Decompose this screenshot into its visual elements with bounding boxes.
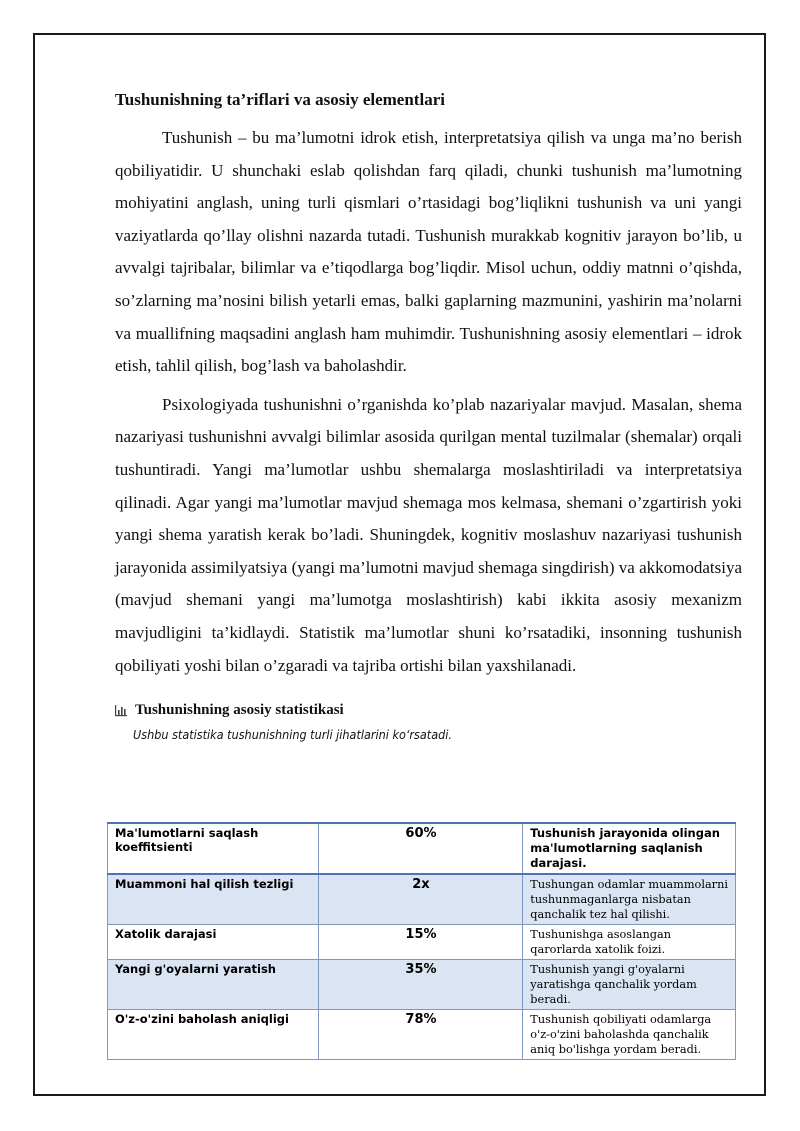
value-cell: 78% <box>318 1010 523 1060</box>
description-cell: Tushungan odamlar muammolarni tushunmaganlarga nisbatan qanchalik tez hal qilishi. <box>523 874 736 925</box>
table-row <box>108 823 736 874</box>
document-body <box>115 88 742 742</box>
stats-title-text: Tushunishning asosiy statistikasi <box>135 702 344 719</box>
table-row <box>108 925 736 960</box>
paragraph-1: Tushunish – bu ma’lumotni idrok etish, interpretatsiya qilish va unga ma’no berish qobiliyatidir. U shunchaki eslab qolishdan farq qiladi, chunki tushunish ma’lumotning mohiyatini anglash, uning turli qismlari o’rtasidagi bog’liqlikni tushunish va uni yangi vaziyatlarda qo’llay olishni nazarda tutadi. Tushunish murakkab kognitiv jarayon bo’lib, u avvalgi tajribalar, bilimlar va e’tiqodlarga bog’liqdir. Misol uchun, oddiy matnni o’qishda, so’zlarning ma’nosini bilish yetarli emas, balki gaplarning mazmunini, yashirin ma’nolarni va muallifning maqsadini anglash ham muhimdir. Tushunishning asosiy elementlari – idrok etish, tahlil qilish, bog’lash va baholashdir. <box>115 128 742 376</box>
value-cell: 60% <box>318 823 523 874</box>
metric-cell: Xatolik darajasi <box>108 925 319 960</box>
value-cell: 2x <box>318 874 523 925</box>
statistics-table <box>107 822 736 1060</box>
table-row <box>108 874 736 925</box>
table-row <box>108 1010 736 1060</box>
section-heading: Tushunishning ta’riflari va asosiy elementlari <box>115 90 445 109</box>
value-cell: 15% <box>318 925 523 960</box>
metric-cell: O'z-o'zini baholash aniqligi <box>108 1010 319 1060</box>
description-cell: Tushunish jarayonida olingan ma'lumotlarning saqlanish darajasi. <box>523 823 736 874</box>
paragraph-2: Psixologiyada tushunishni o’rganishda ko’plab nazariyalar mavjud. Masalan, shema nazariyasi tushunishni avvalgi bilimlar asosida qurilgan mental tuzilmalar (shemalar) orqali tushuntiradi. Yangi ma’lumotlar ushbu shemalarga moslashtiriladi va interpretatsiya qilinadi. Agar yangi ma’lumotlar mavjud shemaga mos kelmasa, shemani o’zgartirish yoki yangi shema yaratish kerak bo’ladi. Shuningdek, kognitiv moslashuv nazariyasi tushunish jarayonida assimilyatsiya (yangi ma’lumotni mavjud shemaga singdirish) va akkomodatsiya (mavjud shemani yangi ma’lumotga moslashtirish) kabi ikkita asosiy mexanizm mavjudligini ta’kidlaydi. Statistik ma’lumotlar shuni ko’rsatadiki, insonning tushunish qobiliyati yoshi bilan o’zgaradi va tajriba ortishi bilan yaxshilanadi. <box>115 394 742 675</box>
description-cell: Tushunish yangi g'oyalarni yaratishga qanchalik yordam beradi. <box>523 960 736 1010</box>
metric-cell: Muammoni hal qilish tezligi <box>108 874 319 925</box>
stats-caption: Ushbu statistika tushunishning turli jihatlarini ko‘rsatadi. <box>133 727 452 743</box>
description-cell: Tushunish qobiliyati odamlarga o'z-o'zini baholashda qanchalik aniq bo'lishga yordam beradi. <box>523 1010 736 1060</box>
table-row <box>108 960 736 1010</box>
bar-chart-icon <box>115 704 128 717</box>
metric-cell: Yangi g'oyalarni yaratish <box>108 960 319 1010</box>
stats-title <box>115 702 742 719</box>
value-cell: 35% <box>318 960 523 1010</box>
metric-cell: Ma'lumotlarni saqlash koeffitsienti <box>108 823 319 874</box>
description-cell: Tushunishga asoslangan qarorlarda xatolik foizi. <box>523 925 736 960</box>
